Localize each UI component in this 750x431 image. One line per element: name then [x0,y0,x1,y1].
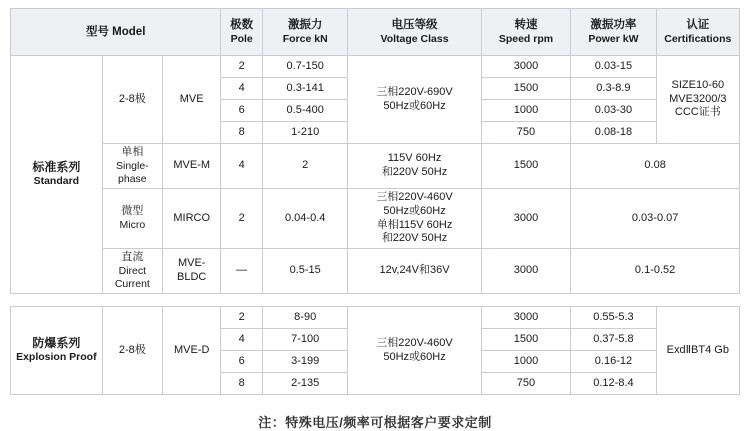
standard-series-table [10,8,740,294]
power-value: 0.03-0.07 [571,189,740,249]
voltage-mirco: 三相220V-460V 50Hz或60Hz 单相115V 60Hz 和220V 50Hz [348,189,481,249]
table-gap [10,294,740,306]
pole-value: 8 [221,122,263,144]
force-value: 0.5-400 [263,100,348,122]
force-value: 3-199 [263,351,348,373]
header-model: 型号 Model [11,9,221,56]
power-value: 0.12-8.4 [571,373,656,395]
table-header-row [11,9,740,56]
power-value: 0.37-5.8 [571,329,656,351]
model-mirco: MIRCO [163,189,221,249]
speed-value: 1500 [481,78,571,100]
series-micro: 微型 Micro [102,189,162,249]
pole-value: 2 [221,56,263,78]
force-value: 0.3-141 [263,78,348,100]
power-value: 0.16-12 [571,351,656,373]
footer-note: 注：特殊电压/频率可根据客户要求定制 [258,415,492,430]
model-mve-bldc: MVE-BLDC [163,249,221,294]
header-force: 激振力 Force kN [263,9,348,56]
force-value: 2-135 [263,373,348,395]
header-pole: 极数 Pole [221,9,263,56]
speed-value: 750 [481,373,571,395]
power-value: 0.55-5.3 [571,307,656,329]
pole-value: — [221,249,263,294]
certification-mve-d: ExdⅡBT4 Gb [656,307,739,395]
force-value: 0.7-150 [263,56,348,78]
force-value: 0.5-15 [263,249,348,294]
header-speed: 转速 Speed rpm [481,9,571,56]
pole-value: 6 [221,100,263,122]
speed-value: 3000 [481,56,571,78]
power-value: 0.03-30 [571,100,656,122]
speed-value: 3000 [481,307,571,329]
series-direct-current: 直流 Direct Current [102,249,162,294]
header-voltage: 电压等级 Voltage Class [348,9,481,56]
speed-value: 1500 [481,329,571,351]
model-mve: MVE [163,56,221,144]
certification-mve: SIZE10-60 MVE3200/3 CCC证书 [656,56,739,144]
speed-value: 750 [481,122,571,144]
power-value: 0.08-18 [571,122,656,144]
header-power: 激振功率 Power kW [571,9,656,56]
pole-value: 4 [221,329,263,351]
speed-value: 3000 [481,249,571,294]
group-explosion-proof: 防爆系列 Explosion Proof [11,307,103,395]
speed-value: 1000 [481,100,571,122]
pole-value: 2 [221,189,263,249]
speed-value: 3000 [481,189,571,249]
pole-value: 4 [221,144,263,189]
voltage-mve: 三相220V-690V 50Hz或60Hz [348,56,481,144]
series-single-phase: 单相 Single-phase [102,144,162,189]
pole-value: 8 [221,373,263,395]
pole-value: 2 [221,307,263,329]
force-value: 0.04-0.4 [263,189,348,249]
voltage-mve-m: 115V 60Hz 和220V 50Hz [348,144,481,189]
voltage-mve-bldc: 12v,24V和36V [348,249,481,294]
force-value: 2 [263,144,348,189]
voltage-mve-d: 三相220V-460V 50Hz或60Hz [348,307,481,395]
force-value: 8-90 [263,307,348,329]
group-standard: 标准系列 Standard [11,56,103,294]
power-value: 0.08 [571,144,740,189]
force-value: 1-210 [263,122,348,144]
power-value: 0.3-8.9 [571,78,656,100]
model-mve-m: MVE-M [163,144,221,189]
model-mve-d: MVE-D [163,307,221,395]
explosion-proof-table [10,306,740,395]
header-certification: 认证 Certifications [656,9,739,56]
table-row [11,307,740,329]
force-value: 7-100 [263,329,348,351]
power-value: 0.1-0.52 [571,249,740,294]
pole-value: 4 [221,78,263,100]
series-mve: 2-8极 [102,56,162,144]
power-value: 0.03-15 [571,56,656,78]
pole-value: 6 [221,351,263,373]
table-row [11,56,740,78]
speed-value: 1500 [481,144,571,189]
speed-value: 1000 [481,351,571,373]
series-mve-d: 2-8极 [102,307,162,395]
